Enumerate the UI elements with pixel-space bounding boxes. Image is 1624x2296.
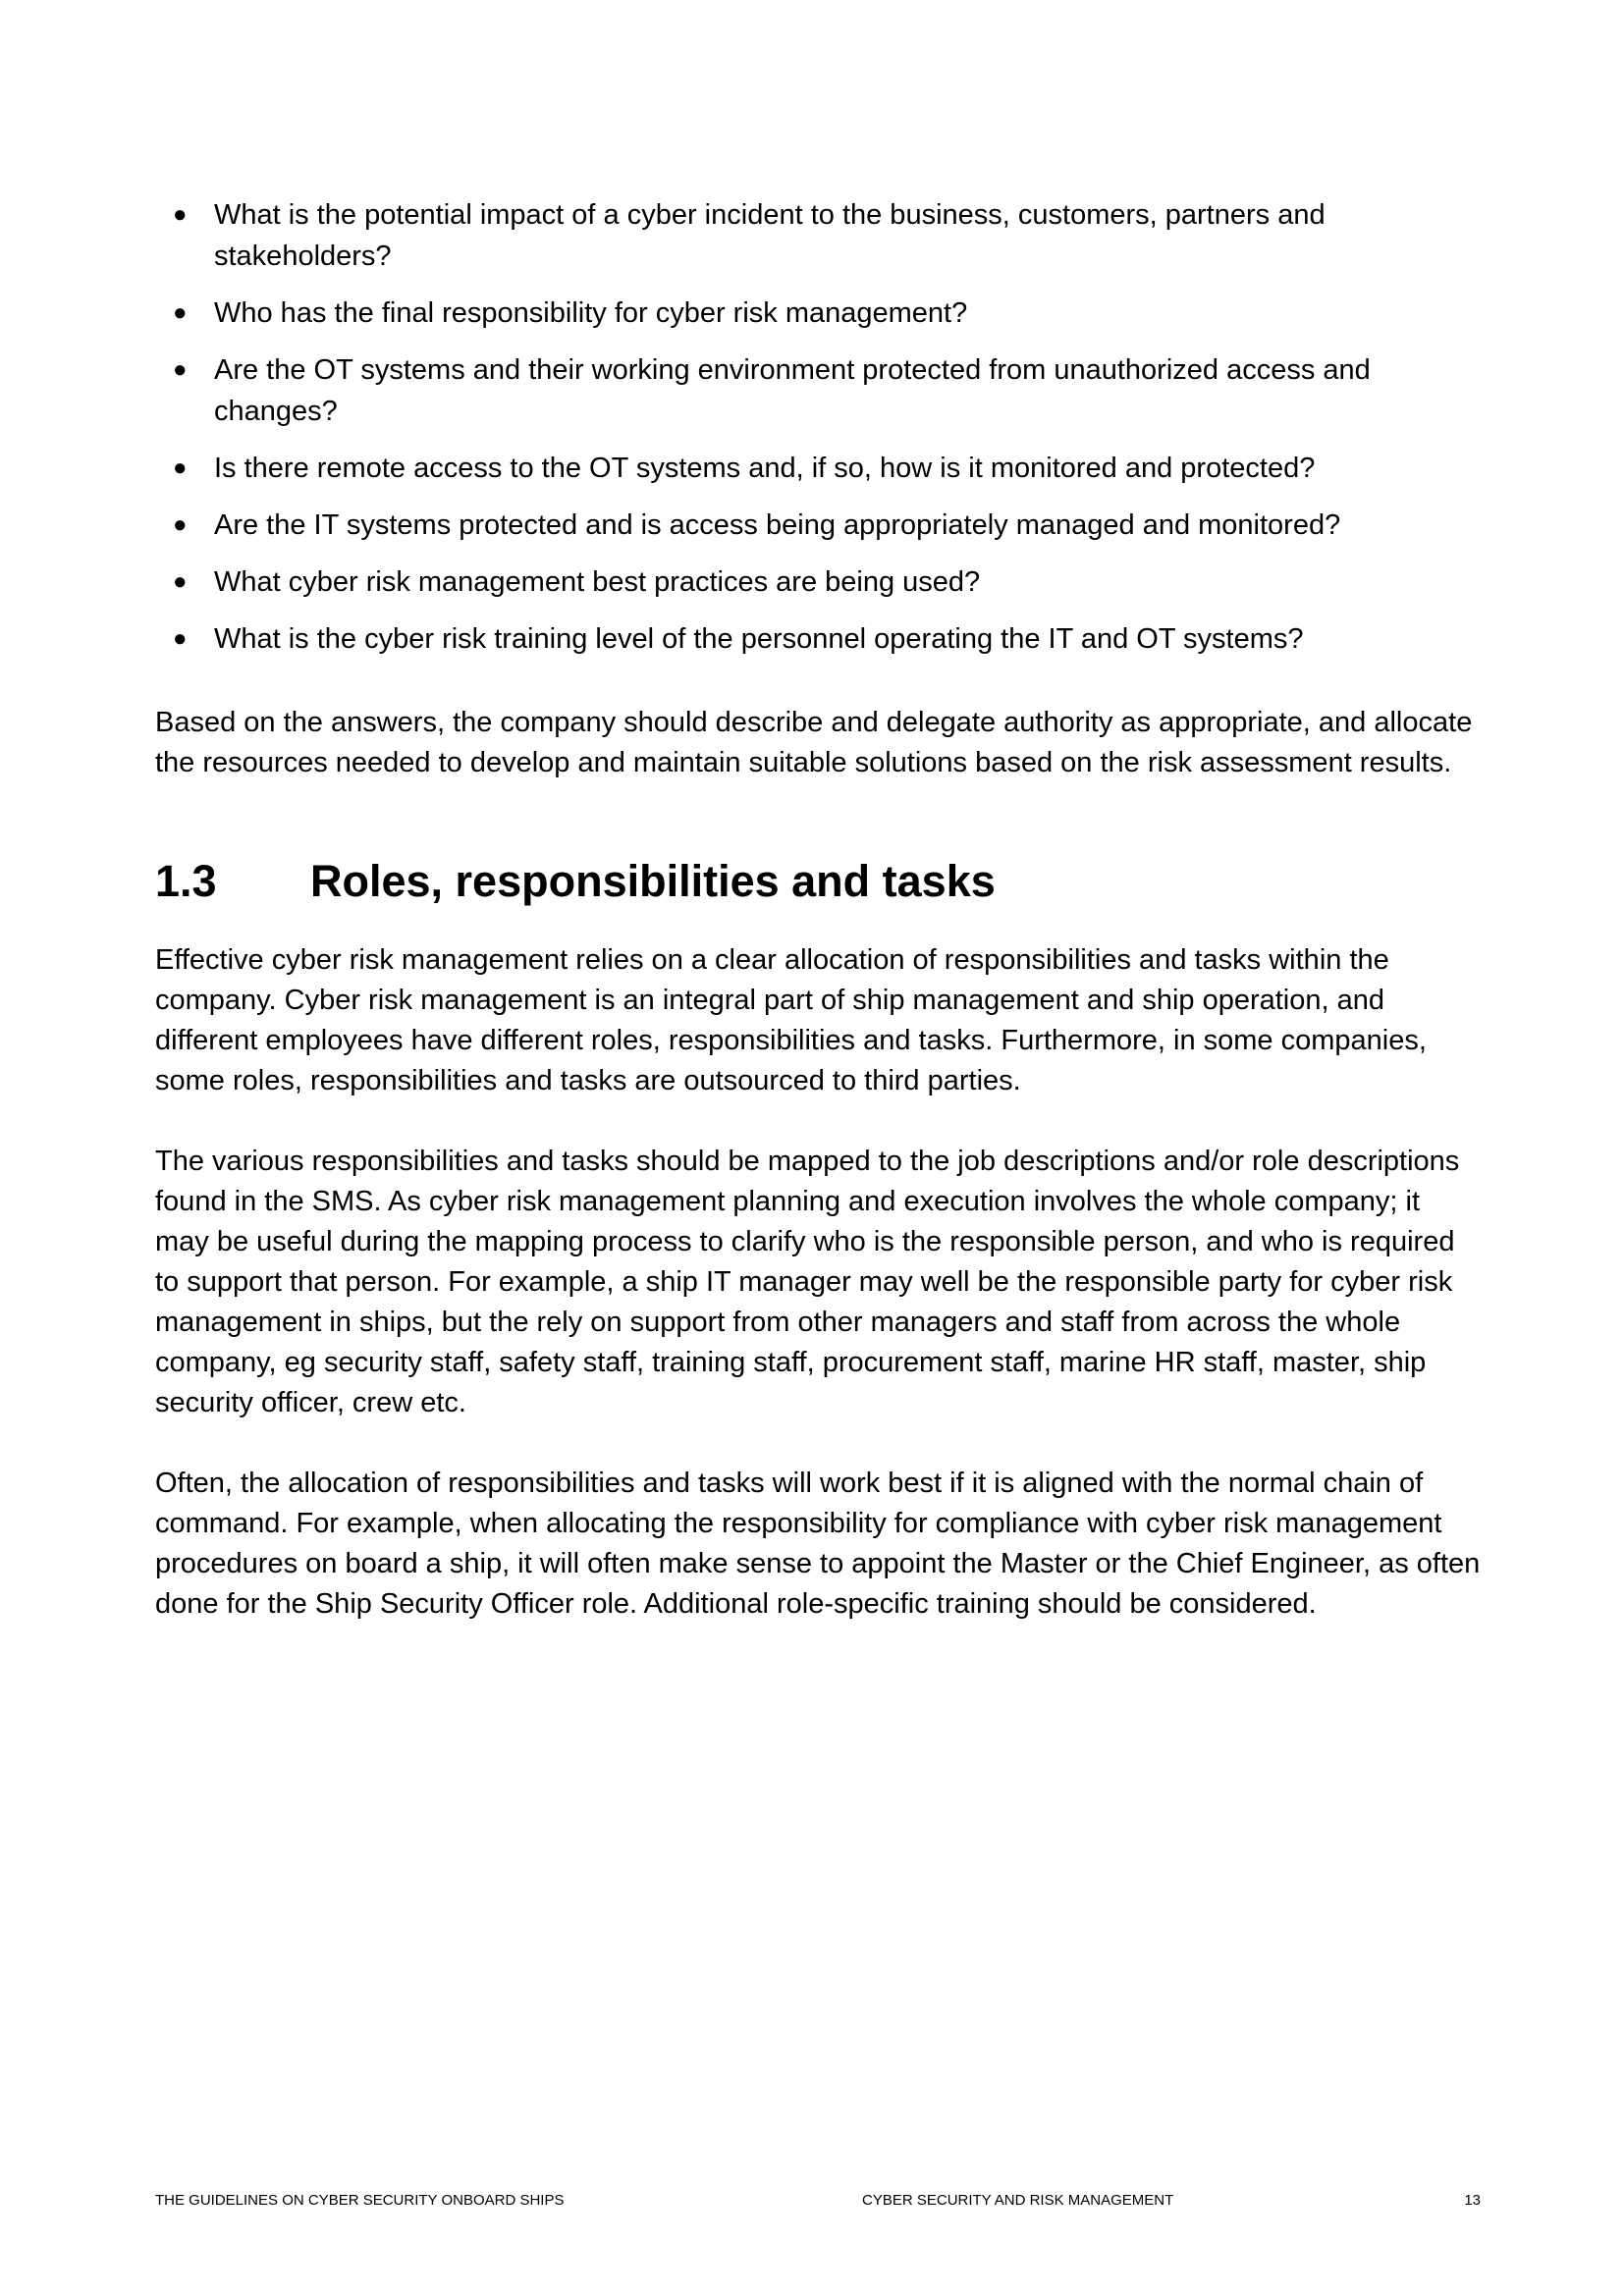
bullet-icon: ● — [173, 201, 188, 228]
body-paragraph: The various responsibilities and tasks should be mapped to the job descriptions and/or role descriptions found in the SMS. As cyber risk management planning and execution involves the whole company; it may be useful during the mapping process to clarify who is the responsible person, and who is required to support that person. For example, a ship IT manager may well be the responsible party for cyber risk management in ships, but the rely on support from other managers and staff from across the whole company, eg security staff, safety staff, training staff, procurement staff, marine HR staff, master, ship security officer, crew etc. — [155, 1146, 1460, 1418]
list-item-text: Who has the final responsibility for cyber risk management? — [214, 297, 968, 329]
footer-document-title: THE GUIDELINES ON CYBER SECURITY ONBOARD SHIPS — [155, 2192, 565, 2209]
body-paragraph: Effective cyber risk management relies on a clear allocation of responsibilities and tasks within the company. Cyber risk management is an integral part of ship management and ship operation, and different employees have different roles, responsibilities and tasks. Furthermore, in some companies, some roles, responsibilities and tasks are outsourced to third parties. — [155, 944, 1427, 1096]
page-content — [155, 194, 1481, 1665]
bullet-icon: ● — [173, 454, 188, 481]
bullet-icon: ● — [173, 568, 188, 595]
section-number: 1.3 — [155, 856, 217, 906]
bullet-icon: ● — [173, 625, 188, 652]
list-item-text: What cyber risk management best practices are being used? — [214, 566, 981, 598]
section-title: Roles, responsibilities and tasks — [310, 856, 996, 906]
list-item — [155, 505, 1481, 546]
page-number: 13 — [1464, 2192, 1481, 2209]
list-item — [155, 561, 1481, 603]
list-item — [155, 618, 1481, 660]
bullet-icon: ● — [173, 511, 188, 538]
list-item — [155, 293, 1481, 334]
bullet-icon: ● — [173, 356, 188, 383]
list-item — [155, 349, 1481, 432]
list-item-text: Is there remote access to the OT systems and, if so, how is it monitored and protected? — [214, 453, 1316, 484]
list-item-text: Are the IT systems protected and is access being appropriately managed and monitored? — [214, 509, 1341, 541]
list-item-text: Are the OT systems and their working environment protected from unauthorized access and changes? — [214, 354, 1371, 427]
question-list — [155, 194, 1481, 660]
list-item — [155, 448, 1481, 489]
section-heading — [155, 852, 1481, 911]
page-footer — [155, 2189, 1481, 2213]
list-item — [155, 194, 1481, 277]
body-paragraph: Often, the allocation of responsibilities and tasks will work best if it is aligned with the normal chain of command. For example, when allocating the responsibility for compliance with cyber risk management procedures on board a ship, it will often make sense to appoint the Master or the Chief Engineer, as often done for the Ship Security Officer role. Additional role-specific training should be considered. — [155, 1468, 1481, 1620]
footer-chapter-title: CYBER SECURITY AND RISK MANAGEMENT — [862, 2192, 1174, 2209]
summary-paragraph: Based on the answers, the company should describe and delegate authority as appropriate, and allocate the resources needed to develop and maintain suitable solutions based on the risk assessment results. — [155, 707, 1473, 778]
list-item-text: What is the potential impact of a cyber incident to the business, customers, partners and stakeholders? — [214, 199, 1326, 272]
bullet-icon: ● — [173, 299, 188, 326]
list-item-text: What is the cyber risk training level of the personnel operating the IT and OT systems? — [214, 623, 1304, 655]
